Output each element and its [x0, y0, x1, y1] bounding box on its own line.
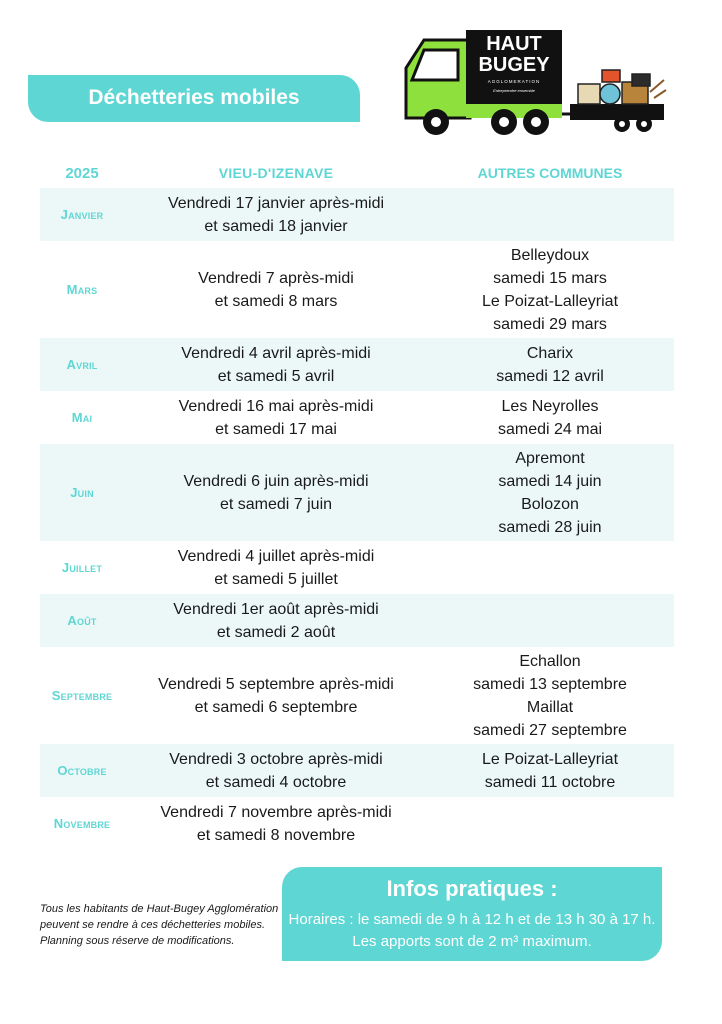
autres-line: Le Poizat-Lalleyriat — [481, 292, 619, 310]
vieu-line: Vendredi 4 juillet après-midi — [177, 547, 375, 565]
title-banner — [28, 75, 360, 122]
autres-cell — [426, 594, 674, 647]
autres-cell — [426, 541, 674, 594]
table-row — [40, 594, 674, 647]
header-autres: AUTRES COMMUNES — [477, 165, 623, 181]
vieu-line: Vendredi 5 septembre après-midi — [158, 675, 394, 693]
vieu-cell — [162, 444, 390, 541]
month-label: Avril — [66, 357, 98, 372]
vieu-line: et samedi 18 janvier — [204, 217, 348, 235]
vieu-line: et samedi 6 septembre — [194, 698, 358, 716]
table-row — [40, 391, 674, 444]
autres-line: Apremont — [515, 449, 585, 467]
table-row — [40, 444, 674, 541]
table-row — [40, 188, 674, 241]
page-title: Déchetteries mobiles — [88, 86, 300, 109]
truck-logo-illustration — [400, 28, 672, 140]
table-body — [40, 188, 674, 850]
table-header — [40, 155, 674, 188]
month-label: Septembre — [51, 688, 113, 703]
vieu-cell — [162, 338, 390, 391]
autres-cell — [426, 391, 674, 444]
logo-sub: AGGLOMERATION — [487, 79, 541, 84]
autres-line: samedi 29 mars — [493, 315, 607, 333]
month-label: Octobre — [57, 763, 107, 778]
logo-bugey: BUGEY — [478, 54, 550, 76]
vieu-cell — [162, 241, 390, 338]
schedule-table — [40, 155, 674, 850]
autres-line: samedi 27 septembre — [473, 721, 627, 739]
table-row — [40, 541, 674, 594]
vieu-line: et samedi 5 juillet — [214, 570, 338, 588]
vieu-line: Vendredi 7 après-midi — [198, 269, 354, 287]
autres-line: Charix — [526, 344, 574, 362]
vieu-cell — [162, 391, 390, 444]
footnote: Tous les habitants de Haut-Bugey Agglomération peuvent se rendre à ces déchetteries mobiles. Planning sous réserve de modifications. — [40, 903, 279, 947]
vieu-cell — [162, 744, 390, 797]
autres-line: Le Poizat-Lalleyriat — [481, 750, 619, 768]
vieu-cell — [162, 797, 390, 850]
table-row — [40, 241, 674, 338]
header-year: 2025 — [65, 165, 99, 182]
autres-cell — [426, 338, 674, 391]
autres-cell — [426, 444, 674, 541]
month-label: Juin — [70, 485, 94, 500]
vieu-line: Vendredi 7 novembre après-midi — [160, 803, 392, 821]
infos-title: Infos pratiques : — [386, 876, 558, 901]
month-label: Janvier — [60, 207, 104, 222]
vieu-line: Vendredi 1er août après-midi — [173, 600, 379, 618]
autres-cell — [426, 188, 674, 241]
vieu-cell — [162, 541, 390, 594]
table-row — [40, 647, 674, 744]
vieu-line: et samedi 8 novembre — [196, 826, 356, 844]
table-row — [40, 338, 674, 391]
month-label: Juillet — [61, 560, 103, 575]
logo-haut: HAUT — [486, 33, 542, 55]
autres-line: samedi 14 juin — [498, 472, 602, 490]
vieu-line: et samedi 4 octobre — [205, 773, 347, 791]
header-vieu: VIEU-D'IZENAVE — [218, 165, 334, 181]
infos-hours: Horaires : le samedi de 9 h à 12 h et de 13 h 30 à 17 h. — [288, 911, 656, 928]
autres-cell — [426, 797, 674, 850]
infos-volume: Les apports sont de 2 m³ maximum. — [352, 933, 592, 950]
month-label: Mars — [66, 282, 98, 297]
vieu-line: Vendredi 6 juin après-midi — [183, 472, 369, 490]
autres-line: Bolozon — [521, 495, 579, 513]
table-row — [40, 744, 674, 797]
month-label: Mai — [71, 410, 93, 425]
month-label: Août — [67, 613, 97, 628]
vieu-line: et samedi 5 avril — [217, 367, 335, 385]
vieu-line: Vendredi 16 mai après-midi — [178, 397, 374, 415]
autres-cell — [426, 744, 674, 797]
autres-line: Echallon — [519, 652, 581, 670]
autres-line: samedi 11 octobre — [484, 773, 616, 791]
autres-line: samedi 12 avril — [496, 367, 604, 385]
autres-line: samedi 24 mai — [497, 420, 603, 438]
vieu-cell — [162, 188, 390, 241]
autres-line: Les Neyrolles — [501, 397, 599, 415]
vieu-cell — [158, 647, 394, 744]
vieu-line: et samedi 7 juin — [219, 495, 333, 513]
vieu-line: Vendredi 4 avril après-midi — [181, 344, 371, 362]
vieu-line: Vendredi 17 janvier après-midi — [167, 194, 385, 212]
autres-cell — [426, 647, 674, 744]
vieu-line: et samedi 2 août — [216, 623, 336, 641]
vieu-cell — [162, 594, 390, 647]
month-label: Novembre — [53, 816, 111, 831]
autres-line: Belleydoux — [510, 246, 590, 264]
autres-line: Maillat — [526, 698, 574, 716]
autres-cell — [426, 241, 674, 338]
autres-line: samedi 15 mars — [493, 269, 607, 287]
autres-line: samedi 28 juin — [498, 518, 602, 536]
vieu-line: et samedi 17 mai — [215, 420, 337, 438]
autres-line: samedi 13 septembre — [473, 675, 627, 693]
infos-pratiques-box — [282, 867, 662, 961]
logo-tagline: Entreprendre ensemble — [493, 88, 535, 93]
vieu-line: Vendredi 3 octobre après-midi — [169, 750, 383, 768]
table-row — [40, 797, 674, 850]
vieu-line: et samedi 8 mars — [214, 292, 338, 310]
